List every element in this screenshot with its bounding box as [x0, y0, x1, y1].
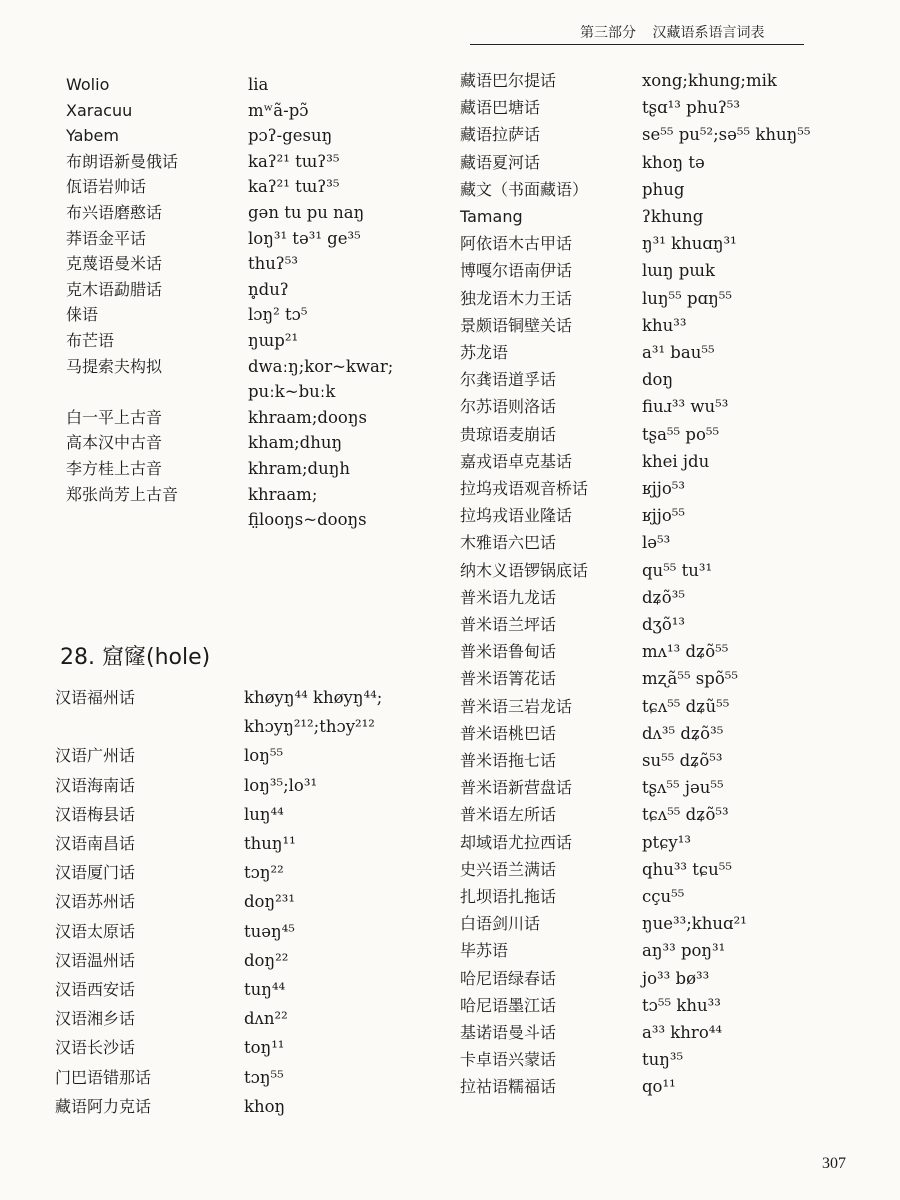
- word-form: a³³ khro⁴⁴: [642, 1023, 722, 1042]
- word-form: tuŋ³⁵: [642, 1050, 684, 1070]
- word-form: tɔŋ⁵⁵: [244, 1067, 284, 1087]
- word-form: tɔ⁵⁵ khu³³: [642, 995, 721, 1015]
- language-name: 普米语桃巴话: [460, 723, 557, 743]
- word-form: thuŋ¹¹: [244, 834, 296, 853]
- section-title: 窟窿(hole): [102, 645, 211, 670]
- word-form: lɔŋ² tɔ⁵: [248, 305, 308, 325]
- language-name: 扎坝语扎拖话: [460, 887, 557, 906]
- language-name: 马提索夫构拟: [66, 356, 163, 376]
- language-name: 阿依语木古甲话: [460, 234, 573, 254]
- language-name: 卡卓语兴蒙话: [460, 1050, 557, 1070]
- language-name: 拉坞戎语观音桥话: [460, 479, 589, 498]
- language-name: 普米语拖七话: [460, 751, 557, 770]
- word-form: doŋ: [642, 370, 674, 390]
- word-form: dʌn²²: [244, 1009, 288, 1029]
- language-name: Wolio: [66, 75, 110, 94]
- word-form: lia: [248, 75, 269, 94]
- word-form: a³¹ bau⁵⁵: [642, 343, 715, 362]
- word-form: doŋ²²: [244, 950, 289, 970]
- language-name: 博嘎尔语南伊话: [460, 261, 573, 281]
- word-form: loŋ³¹ tə³¹ ge³⁵: [248, 228, 361, 248]
- language-name: 拉祜语糯福话: [460, 1077, 557, 1097]
- language-name: 布兴语磨憨话: [66, 203, 163, 222]
- word-form: su⁵⁵ dʑõ⁵³: [642, 751, 723, 770]
- word-form: tuəŋ⁴⁵: [244, 921, 295, 941]
- language-name: 普米语鲁甸话: [460, 642, 557, 662]
- language-name: 藏文（书面藏语）: [460, 179, 589, 199]
- language-name: 藏语拉萨话: [460, 125, 541, 145]
- word-form: loŋ⁵⁵: [244, 746, 284, 766]
- language-name: 藏语夏河话: [460, 152, 541, 172]
- language-name: 高本汉中古音: [66, 433, 163, 453]
- language-name: 苏龙语: [460, 343, 509, 362]
- word-form: tʂʌ⁵⁵ jəu⁵⁵: [642, 778, 724, 798]
- language-name: Tamang: [460, 207, 523, 226]
- word-form: qu⁵⁵ tu³¹: [642, 560, 713, 580]
- word-form: toŋ¹¹: [244, 1038, 285, 1058]
- language-name: 纳木义语锣锅底话: [460, 560, 589, 580]
- page-number: 307: [822, 1155, 846, 1172]
- language-name: 汉语湘乡话: [55, 1009, 136, 1029]
- language-name: 藏语阿力克话: [55, 1096, 152, 1116]
- word-form: khram;duŋh: [248, 459, 350, 478]
- word-form: qo¹¹: [642, 1077, 676, 1097]
- language-name: 李方桂上古音: [66, 459, 163, 478]
- language-name: 布朗语新曼俄话: [66, 151, 179, 171]
- word-form: qhu³³ tɕu⁵⁵: [642, 859, 733, 879]
- word-form: mʌ¹³ dʑõ⁵⁵: [642, 642, 729, 662]
- language-name: 汉语海南话: [55, 775, 136, 795]
- language-name: 汉语苏州话: [55, 892, 136, 912]
- word-form: n̥duʔ: [248, 279, 289, 299]
- language-name: 哈尼语绿春话: [460, 968, 557, 988]
- word-form: lɯŋ pɯk: [642, 261, 716, 281]
- language-name: 汉语南昌话: [55, 834, 136, 853]
- word-form: khøyŋ⁴⁴ khøyŋ⁴⁴;: [244, 688, 383, 707]
- word-form: tuŋ⁴⁴: [244, 980, 286, 999]
- word-form: ʁjjo⁵³: [642, 479, 685, 498]
- word-form: ŋue³³;khuɑ²¹: [642, 914, 747, 934]
- language-name: 普米语兰坪话: [460, 615, 557, 634]
- word-form: khei jdu: [642, 451, 710, 471]
- language-name: 莽语金平话: [66, 228, 147, 248]
- language-name: 汉语太原话: [55, 921, 136, 941]
- language-name: 汉语温州话: [55, 950, 136, 970]
- language-name: 普米语左所话: [460, 805, 557, 825]
- word-form: ʁjjo⁵⁵: [642, 506, 685, 526]
- language-name: 俫语: [66, 305, 99, 325]
- language-name: 基诺语曼斗话: [460, 1023, 557, 1042]
- word-form: jo³³ bø³³: [642, 968, 710, 988]
- language-name: 汉语西安话: [55, 980, 136, 999]
- word-form: gən tu pu naŋ: [248, 203, 365, 222]
- word-form: tʂɑ¹³ phuʔ⁵³: [642, 98, 741, 118]
- language-name: 汉语广州话: [55, 746, 136, 766]
- language-name: 门巴语错那话: [55, 1067, 152, 1087]
- language-name: 尔龚语道孚话: [460, 370, 557, 390]
- language-name: 汉语厦门话: [55, 863, 136, 883]
- language-name: 拉坞戎语业隆话: [460, 506, 573, 526]
- language-name: 藏语巴塘话: [460, 98, 541, 118]
- word-form: ʔkhung: [642, 207, 704, 226]
- word-form: ŋ³¹ khuɑŋ³¹: [642, 234, 737, 254]
- word-form: kaʔ²¹ tɯʔ³⁵: [248, 151, 340, 171]
- language-name: Xaracuu: [66, 100, 133, 120]
- language-name: 普米语箐花话: [460, 669, 557, 689]
- word-form: tɕʌ⁵⁵ dʑõ⁵³: [642, 805, 729, 825]
- word-form: loŋ³⁵;lo³¹: [244, 775, 318, 795]
- language-name: 克蔑语曼米话: [66, 254, 163, 274]
- word-form: dwaːŋ;kor~kwar;: [248, 356, 394, 376]
- word-form: luŋ⁵⁵ pɑŋ⁵⁵: [642, 288, 732, 308]
- language-name: 却域语尤拉西话: [460, 832, 573, 852]
- language-name: 景颇语铜壁关话: [460, 315, 573, 335]
- language-name: 汉语福州话: [55, 688, 136, 707]
- word-form: kaʔ²¹ tɯʔ³⁵: [248, 177, 340, 197]
- language-name: 藏语巴尔提话: [460, 71, 557, 90]
- header-rule: [470, 44, 804, 45]
- word-form: khraam;: [248, 484, 318, 504]
- word-form: luŋ⁴⁴: [244, 804, 284, 824]
- word-form: khraam;dooŋs: [248, 407, 367, 427]
- word-form: ŋɯp²¹: [248, 331, 299, 350]
- word-form: lə⁵³: [642, 533, 671, 553]
- language-name: Yabem: [66, 126, 119, 146]
- word-form: tʂa⁵⁵ po⁵⁵: [642, 424, 720, 444]
- word-form: mʷã-pɔ̃: [248, 100, 309, 120]
- language-name: 普米语九龙话: [460, 587, 557, 607]
- word-form: doŋ²³¹: [244, 892, 295, 912]
- language-name: 郑张尚芳上古音: [66, 484, 179, 504]
- word-form: khoŋ tə: [642, 152, 705, 172]
- language-name: 毕苏语: [460, 941, 509, 961]
- word-form: dʒõ¹³: [642, 615, 686, 634]
- word-form: cçu⁵⁵: [642, 887, 685, 906]
- language-name: 白语剑川话: [460, 914, 541, 934]
- language-name: 嘉戎语卓克基话: [460, 451, 573, 471]
- word-form: dʑõ³⁵: [642, 587, 685, 607]
- word-form: khɔyŋ²¹²;thɔy²¹²: [244, 717, 375, 737]
- language-name: 贵琼语麦崩话: [460, 424, 557, 444]
- word-form: mʐã⁵⁵ spõ⁵⁵: [642, 669, 739, 689]
- word-form: dʌ³⁵ dʑõ³⁵: [642, 723, 724, 743]
- language-name: 佤语岩帅话: [66, 177, 147, 197]
- language-name: 汉语长沙话: [55, 1038, 136, 1058]
- word-form: tɔŋ²²: [244, 863, 284, 883]
- language-name: 哈尼语墨江话: [460, 995, 557, 1015]
- language-name: 汉语梅县话: [55, 804, 136, 824]
- word-form: tɕʌ⁵⁵ dʑũ⁵⁵: [642, 696, 730, 716]
- section-number: 28.: [60, 645, 95, 670]
- word-form: kham;dhuŋ: [248, 433, 343, 453]
- word-form: se⁵⁵ pu⁵²;sə⁵⁵ khuŋ⁵⁵: [642, 125, 811, 145]
- language-name: 普米语新营盘话: [460, 778, 573, 798]
- language-name: 木雅语六巴话: [460, 533, 557, 553]
- word-form: thuʔ⁵³: [248, 254, 298, 274]
- language-name: 克木语勐腊话: [66, 279, 163, 299]
- running-header: [580, 22, 804, 44]
- header-section: 第三部分: [580, 25, 636, 41]
- word-form: puːk~buːk: [248, 382, 336, 402]
- word-form: phug: [642, 179, 685, 199]
- language-name: 布芒语: [66, 331, 115, 350]
- language-name: 史兴语兰满话: [460, 859, 557, 879]
- word-form: xong;khung;mik: [642, 71, 777, 90]
- language-name: 普米语三岩龙话: [460, 696, 573, 716]
- language-name: 白一平上古音: [66, 407, 163, 427]
- language-name: 独龙语木力王话: [460, 288, 573, 308]
- word-form: fi̤looŋs~dooŋs: [248, 510, 367, 530]
- word-form: aŋ³³ poŋ³¹: [642, 941, 726, 961]
- header-title: 汉藏语系语言词表: [652, 25, 765, 41]
- section-heading: [60, 644, 210, 672]
- word-form: pɔʔ-gesuŋ: [248, 126, 333, 146]
- word-form: khu³³: [642, 315, 687, 335]
- word-form: fiuɹ³³ wu⁵³: [642, 397, 729, 417]
- word-form: khoŋ: [244, 1096, 286, 1116]
- language-name: 尔苏语则洛话: [460, 397, 557, 417]
- word-form: ptɕy¹³: [642, 832, 691, 852]
